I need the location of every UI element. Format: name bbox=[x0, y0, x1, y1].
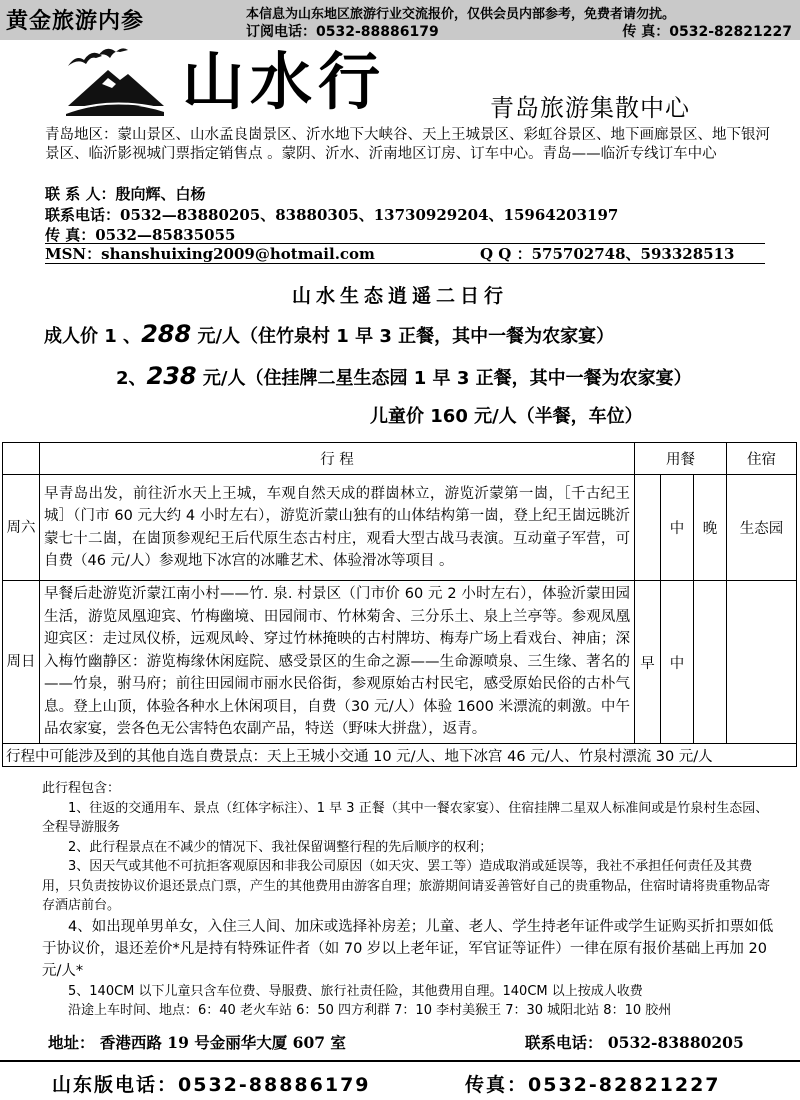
lunch-cell: 中 bbox=[661, 475, 694, 581]
table-header-row bbox=[3, 443, 797, 475]
meals-header: 用餐 bbox=[635, 443, 727, 475]
pickup-schedule: 沿途上车时间、地点：6：40 老火车站 6：50 四方利群 7：10 李村美猴王 7：30 城阳北站 8：10 胶州 bbox=[68, 1003, 672, 1018]
price-option-2 bbox=[116, 362, 692, 390]
contact-person: 联 系 人：殷向辉、白杨 bbox=[45, 185, 206, 203]
breakfast-cell: 早 bbox=[635, 581, 661, 744]
price-1-amount: 288 bbox=[141, 320, 192, 348]
self-pay-note: 行程中可能涉及到的其他自选自费景点：天上王城小交通 10 元/人、地下冰宫 46 元/人、竹泉村漂流 30 元/人 bbox=[3, 744, 797, 767]
price-option-1 bbox=[44, 320, 614, 348]
itinerary-table bbox=[2, 442, 797, 767]
table-row bbox=[3, 475, 797, 581]
price-2-amount: 238 bbox=[146, 362, 197, 390]
footer-address: 地址： 香港西路 19 号金丽华大厦 607 室 bbox=[48, 1033, 346, 1052]
price-2-suffix: 元/人（住挂牌二星生态园 1 早 3 正餐，其中一餐为农家宴） bbox=[202, 368, 692, 389]
msn: MSN：shanshuixing2009@hotmail.com bbox=[45, 245, 375, 263]
price-1-suffix: 元/人（住竹泉村 1 早 3 正餐，其中一餐为农家宴） bbox=[197, 326, 615, 347]
header-fax: 传 真：0532-82821227 bbox=[622, 24, 792, 40]
lunch-cell: 中 bbox=[661, 581, 694, 744]
service-areas: 青岛地区：蒙山景区、山水孟良崮景区、沂水地下大峡谷、天上王城景区、彩虹谷景区、地下画廊景区、地下银河景区、临沂影视城门票指定销售点 。蒙阴、沂水、沂南地区订房、订车中心。青岛——临沂专线订车中心 bbox=[45, 127, 770, 162]
includes-title: 此行程包含： bbox=[42, 781, 121, 796]
day-label: 周日 bbox=[3, 581, 40, 744]
order-phone: 订阅电话：0532-88886179 bbox=[246, 24, 439, 40]
include-item: 3、因天气或其他不可抗拒客观原因和非我公司原因（如天灾、罢工等）造成取消或延误等，我社不承担任何责任及其费用，只负责按协议价退还景点门票，产生的其他费用由游客自理；旅游期间请妥善管好自己的贵重物品，住宿时请将贵重物品寄存酒店前台。 bbox=[42, 859, 771, 913]
member-notice: 本信息为山东地区旅游行业交流报价，仅供会员内部参考，免费者请勿扰。 bbox=[246, 7, 676, 22]
include-item: 5、140CM 以下儿童只含车位费、导服费、旅行社责任险，其他费用自理。140CM 以上按成人收费 bbox=[68, 983, 643, 999]
dinner-cell bbox=[694, 581, 727, 744]
qq: Q Q ：575702748、593328513 bbox=[480, 245, 735, 263]
stay-cell bbox=[727, 581, 797, 744]
subscription-contact bbox=[246, 21, 792, 41]
stay-header: 住宿 bbox=[727, 443, 797, 475]
bottom-bar bbox=[0, 1064, 800, 1100]
msn-qq-line bbox=[45, 243, 735, 264]
self-pay-row bbox=[3, 744, 797, 767]
brand-title: 黄金旅游内参 bbox=[6, 9, 145, 34]
logo-name: 山水行 bbox=[182, 45, 387, 118]
day-description: 早餐后赴游览沂蒙江南小村——竹. 泉. 村景区（门市价 60 元 2 小时左右），体验沂蒙田园生活，游览凤凰迎宾、竹梅幽境、田园闹市、竹林菊舍、三分乐土、泉上兰亭等。参观凤凰迎宾区：走过凤仪桥，远观凤岭、穿过竹林掩映的古村牌坊、梅寿广场上看戏台、神庙；深入梅竹幽静区：游览梅缘休闲庭院、感受景区的生命之源——生命源喷泉、三生缘、著名的——竹泉，驸马府；前往田园闹市丽水民俗街，参观原始古村民宅，感受原始民俗的古朴气息。登上山顶，体验各种水上休闲项目，自费（30 元/人）体验 1600 米漂流的刺激。中午品农家宴，尝各色无公害特色农副产品，特送（野味大拼盘），返青。 bbox=[40, 581, 635, 744]
route-header: 行 程 bbox=[40, 443, 635, 475]
stay-cell: 生态园 bbox=[727, 475, 797, 581]
table-row bbox=[3, 581, 797, 744]
day-description: 早青岛出发，前往沂水天上王城，车观自然天成的群崮林立，游览沂蒙第一崮，［千古纪王城］（门市 60 元大约 4 小时左右），游览沂蒙山独有的山体结构第一崮，登上纪王崮远眺沂蒙七十二崮，在崮顶参观纪王后代原生态古村庄，观看大型古战马表演。互动童子军营，可自费（46 元/人）参观地下冰宫的冰雕艺术、体验滑冰等项目 。 bbox=[40, 475, 635, 581]
include-item: 1、往返的交通用车、景点（红体字标注）、1 早 3 正餐（其中一餐农家宴）、住宿挂牌二星双人标准间或是竹泉村生态园、全程导游服务 bbox=[42, 800, 769, 835]
include-item: 2、此行程景点在不减少的情况下、我社保留调整行程的先后顺序的权利； bbox=[68, 839, 493, 855]
center-name: 青岛旅游集散中心 bbox=[490, 94, 690, 122]
mountain-swallow-logo-icon bbox=[62, 44, 167, 116]
top-banner bbox=[0, 0, 800, 40]
tour-title: 山水生态逍遥二日行 bbox=[291, 285, 508, 307]
bottom-fax: 传真：0532-82821227 bbox=[465, 1074, 721, 1096]
tour-includes bbox=[42, 779, 777, 1021]
dinner-cell: 晚 bbox=[694, 475, 727, 581]
divider bbox=[0, 1060, 800, 1062]
divider bbox=[45, 263, 765, 264]
contact-phone: 联系电话：0532—83880205、83880305、13730929204、15964203197 bbox=[45, 206, 619, 224]
include-item: 4、如出现单男单女，入住三人间、加床或选择补房差；儿童、老人、学生持老年证件或学生证购买折扣票如低于协议价，退还差价*凡是持有特殊证件者（如 70 岁以上老年证，军官证等证件）一律在原有报价基础上再加 20 元/人* bbox=[42, 918, 774, 979]
footer-phone: 联系电话： 0532-83880205 bbox=[525, 1033, 744, 1052]
child-price: 儿童价 160 元/人（半餐，车位） bbox=[370, 406, 643, 427]
contact-fax: 传 真：0532—85835055 bbox=[45, 226, 236, 244]
price-1-prefix: 成人价 1 、 bbox=[44, 326, 142, 347]
shandong-phone: 山东版电话：0532-88886179 bbox=[52, 1074, 371, 1096]
breakfast-cell bbox=[635, 475, 661, 581]
price-2-prefix: 2、 bbox=[116, 368, 147, 389]
day-label: 周六 bbox=[3, 475, 40, 581]
